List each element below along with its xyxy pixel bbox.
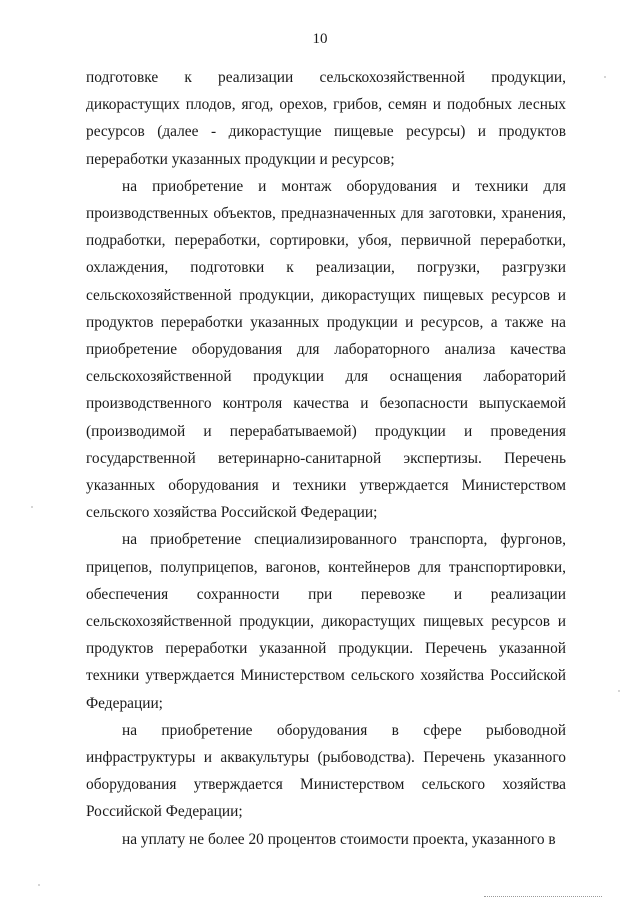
paragraph-continuation: подготовке к реализации сельскохозяйственной продукции, дикорастущих плодов, ягод, орехов, грибов, семян и подобных лесных ресурсов (далее - дикорастущие пищевые ресурсы) и продуктов переработки указанных продукции и ресурсов; xyxy=(86,69,566,168)
scan-speck xyxy=(38,884,40,886)
scan-speck xyxy=(604,76,606,78)
paragraph-transport-purchase: на приобретение специализированного транспорта, фургонов, прицепов, полуприцепов, вагонов, контейнеров для транспортировки, обеспечения сохранности при перевозке и реализации сельскохозяйственной продукции, дикорастущих пищевых ресурсов и продуктов переработки указанной продукции. Перечень указанной техники утверждается Министерством сельского хозяйства Российской Федерации; xyxy=(86,531,566,712)
paragraph-aquaculture-equipment: на приобретение оборудования в сфере рыбоводной инфраструктуры и аквакультуры (рыбоводства). Перечень указанного оборудования утверждается Министерством сельского хозяйства Российской Федерации; xyxy=(86,721,566,821)
document-body xyxy=(86,64,566,853)
footer-dotted-rule xyxy=(484,896,602,897)
scan-speck xyxy=(31,506,33,508)
paragraph-project-cost: на уплату не более 20 процентов стоимости проекта, указанного в xyxy=(122,830,556,848)
paragraph-equipment-purchase: на приобретение и монтаж оборудования и техники для производственных объектов, предназначенных для заготовки, хранения, подработки, переработки, сортировки, убоя, первичной переработки, охлаждения, подготовки к реализации, погрузки, разгрузки сельскохозяйственной продукции, дикорастущих пищевых ресурсов и продуктов переработки указанных продукции и ресурсов, а также на приобретение оборудования для лабораторного анализа качества сельскохозяйственной продукции для оснащения лабораторий производственного контроля качества и безопасности выпускаемой (производимой и перерабатываемой) продукции и проведения государственной ветеринарно-санитарной экспертизы. Перечень указанных оборудования и техники утверждается Министерством сельского хозяйства Российской Федерации; xyxy=(86,177,566,522)
page-number: 10 xyxy=(312,31,328,47)
scan-speck xyxy=(618,690,620,692)
